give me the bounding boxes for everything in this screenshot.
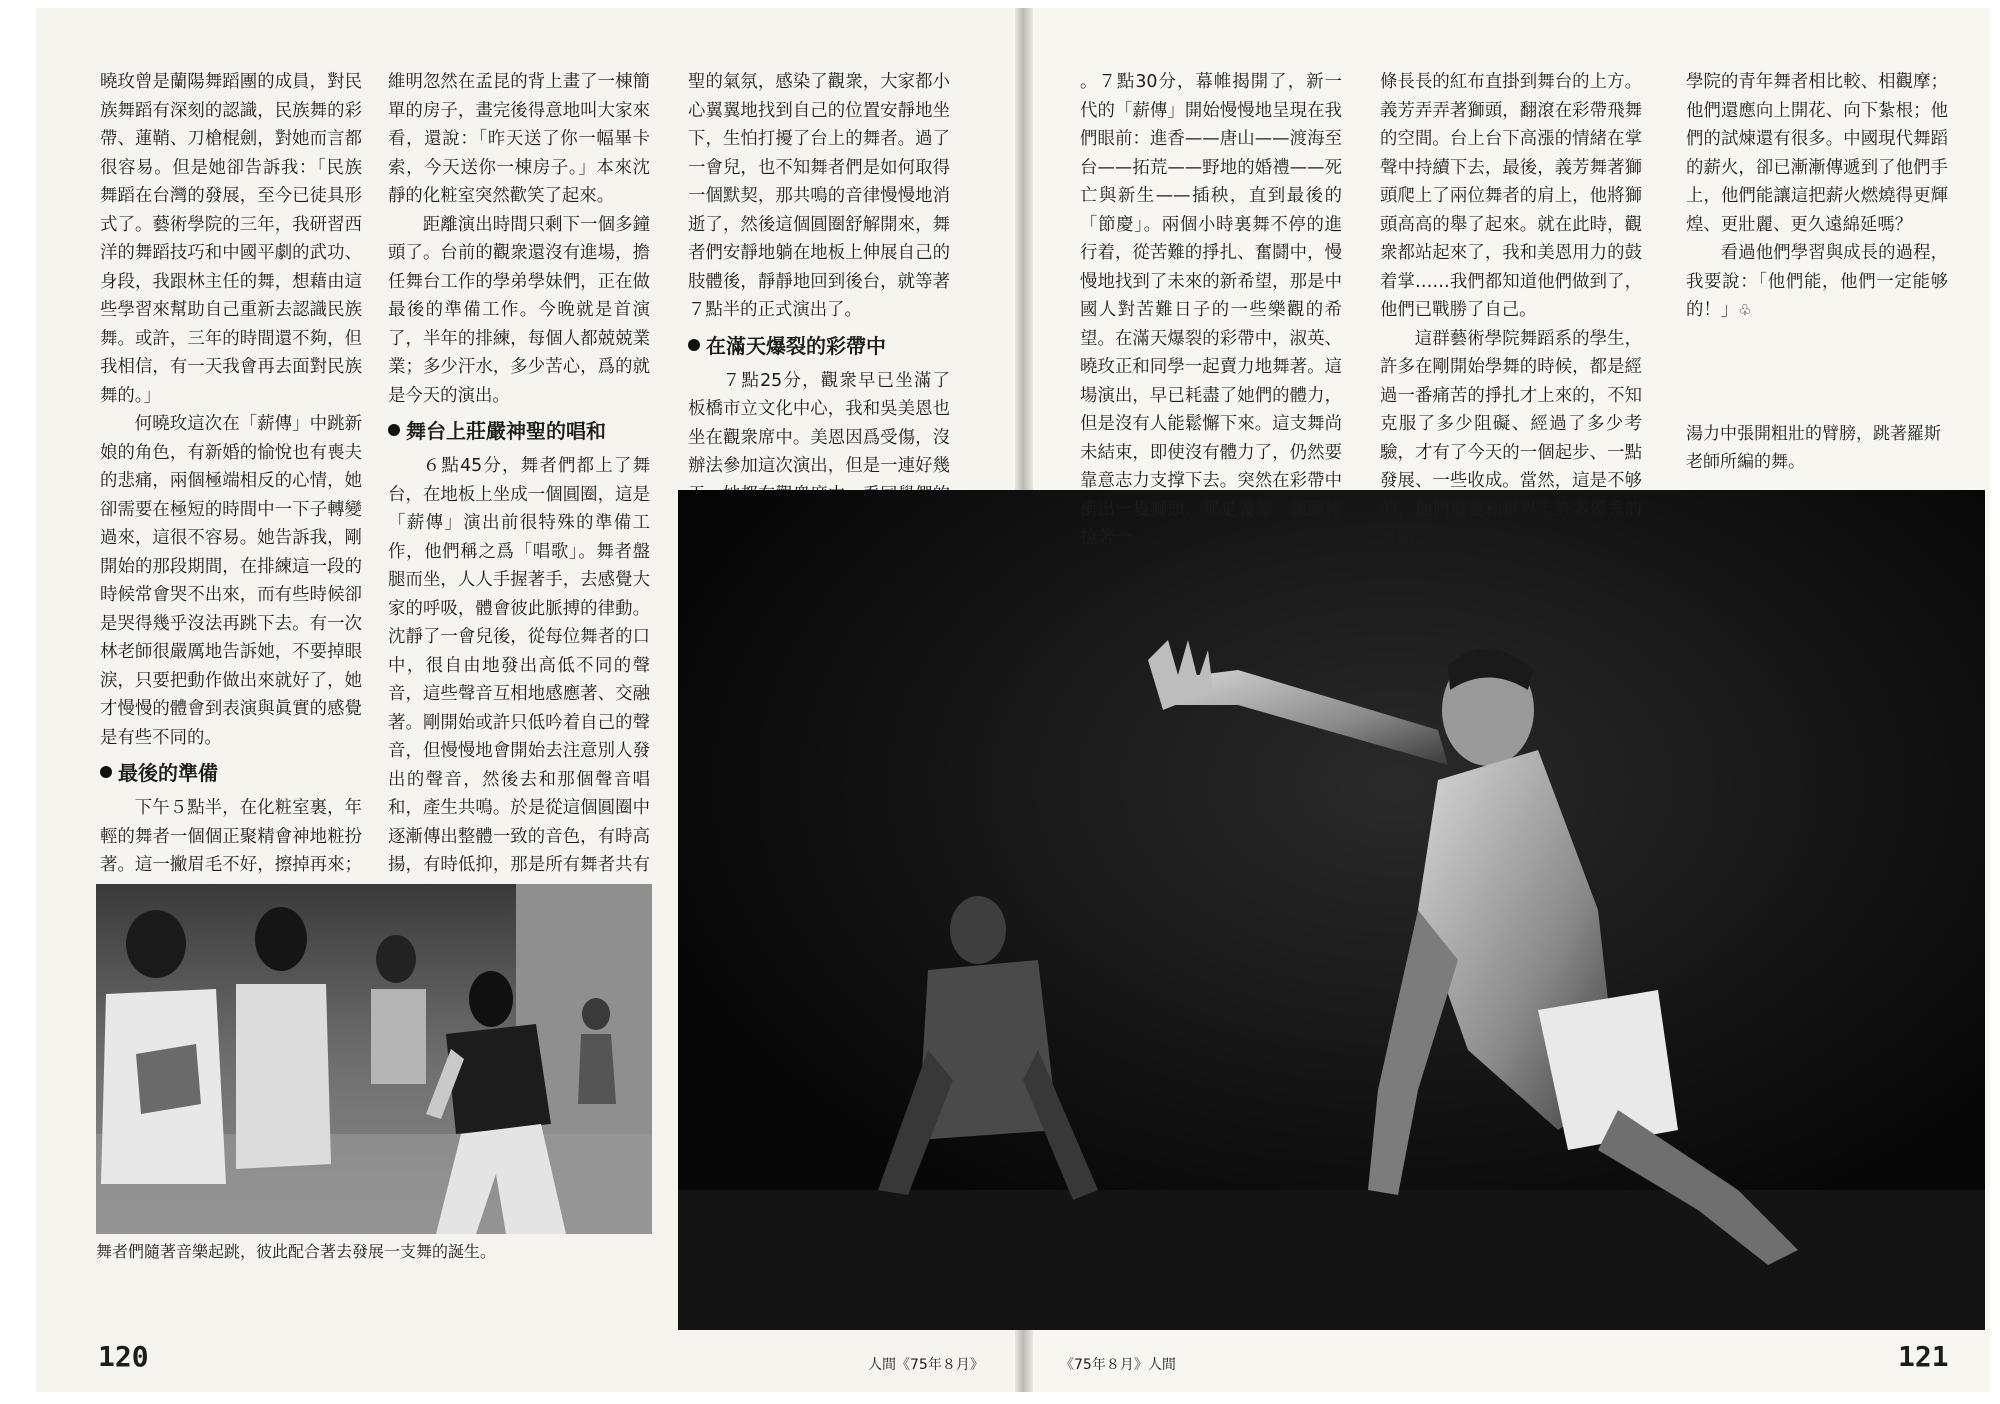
- paragraph: 這群藝術學院舞蹈系的學生，許多在剛開始學舞的時候，都是經過一番痛苦的掙扎才上來的，不知克服了多少阻礙、經過了多少考驗，才有了今天的一個起步、一點發展、一些收成。當然，這是不够的，他們還要和世界上許多優秀的舞蹈: [1380, 328, 1642, 548]
- section-heading: 在滿天爆裂的彩帶中: [688, 329, 950, 363]
- paragraph: ７點25分，觀衆早已坐滿了板橋市立文化中心，我和吳美恩也坐在觀衆席中。美恩因爲受傷，沒辦法參加這次演出，但是一連好幾: [688, 370, 950, 476]
- right-column-1: [1080, 68, 1342, 553]
- left-column-2: [388, 68, 650, 994]
- section-heading: 舞台上莊嚴神聖的唱和: [388, 414, 650, 448]
- bullet-icon: [688, 339, 700, 351]
- page-number-right: 121: [1898, 1340, 1949, 1373]
- dancer-photo: [678, 490, 1985, 1330]
- end-mark-icon: ♧: [1738, 301, 1752, 319]
- paragraph: 距離演出時間只剩下一個多鐘頭了。台前的觀衆還沒有進場，擔任舞台工作的學弟學妹們，正在做最後的準備工作。今晚就是首演了，半年的排練，每個人都兢兢業業；多少汗水，多少苦心，爲的就是今天的演出。: [388, 214, 650, 406]
- paragraph: 條長長的紅布直掛到舞台的上方。義芳弄弄著獅頭，翻滾在彩帶飛舞的空間。台上台下高漲的情緒在掌聲中持續下去，最後，義芳舞著獅頭爬上了兩位舞者的肩上，他將獅頭高高的舉了起來。就在此時，觀衆都站起來了，我和美恩用力的鼓着掌……我們都知道他們做到了，他們已戰勝了自己。: [1380, 72, 1642, 320]
- rehearsal-photo: [96, 884, 652, 1234]
- running-head-right: 《75年８月》人間: [1060, 1357, 1176, 1373]
- paragraph: 維明忽然在孟昆的背上畫了一棟簡單的房子，畫完後得意地叫大家來看，還說：「昨天送了你一幅畢卡索，今天送你一棟房子。」本來沈靜的化粧室突然歡笑了起來。: [388, 72, 650, 206]
- paragraph: ６點45分，舞者們都上了舞台，在地板上坐成一個圓圈，這是「薪傳」演出前很特殊的準備工作，他們稱之爲「唱歌」。舞者盤腿而坐，人人手握著手，去感覺大家的呼吸，體會彼此脈搏的律動。沈靜了一會兒後，從每位舞者的口中，很自由地發出高低不同的聲音，這些聲音互相地感應著、交融著。剛開始或許只低吟着自己的聲音，但慢慢地會開始去注意別人發出的聲音，然後去和那個聲音唱和，產生共鳴。於是從這個圓圈中逐漸傳出整體一致的音色，有時高揚，有時低抑，那是所有舞者共有: [388, 456, 650, 875]
- paragraph: 看過他們學習與成長的過程，我要說：「他們能，他們一定能够的！」♧: [1686, 243, 1948, 320]
- right-column-3: [1686, 68, 1948, 325]
- bullet-icon: [100, 766, 112, 778]
- paragraph: 學院的青年舞者相比較、相觀摩；他們還應向上開花、向下紮根；他們的試煉還有很多。中國現代舞蹈的薪火，卻已漸漸傳遞到了他們手上，他們能讓這把薪火燃燒得更輝煌、更壯麗、更久遠綿延嗎？: [1686, 72, 1948, 235]
- left-column-1: [100, 68, 362, 994]
- paragraph: 聖的氣氛，感染了觀衆，大家都小心翼翼地找到自己的位置安靜地坐下，生怕打擾了台上的舞者。過了一會兒，也不知舞者們是如何取得一個默契，那共鳴的音律慢慢地消逝了，然後這個圓圈舒解開來，舞者們安靜地躺在地板上伸展自己的肢體後，靜靜地回到後台，就等著７點半的正式演出了。: [688, 72, 950, 320]
- paragraph: 曉玫曾是蘭陽舞蹈團的成員，對民族舞蹈有深刻的認識，民族舞的彩帶、蓮鞘、刀槍棍劍，對她而言都很容易。但是她卻告訴我：「民族舞蹈在台灣的發展，至今已徒具形式了。藝術學院的三年，我研習西洋的舞蹈技巧和中國平劇的武功、身段，我跟林主任的舞，想藉由這些學習來幫助自己重新去認識民族舞。或許，三年的時間還不夠，但我相信，有一天我會再去面對民族舞的。」: [100, 72, 362, 406]
- section-heading: 最後的準備: [100, 756, 362, 790]
- paragraph: 下午５點半，在化粧室裏，年輕的舞者一個個正聚精會神地粧扮著。這一撇眉毛不好，擦掉再來；: [100, 798, 362, 875]
- running-head-left: 人間《75年８月》: [868, 1357, 984, 1373]
- paragraph: 何曉玫這次在「薪傳」中跳新娘的角色，有新婚的愉悅也有喪夫的悲痛，兩個極端相反的心情，她卻需要在極短的時間中一下子轉變過來，這很不容易。她告訴我，剛開始的那段期間，在排練這一段的時候常會哭不出來，而有些時候卻是哭得幾乎沒法再跳下去。有一次林老師很嚴厲地告訴她，不要掉眼淚，只要把動作做出來就好了，她才慢慢的體會到表演與眞實的感覺是有些不同的。: [100, 414, 362, 748]
- right-photo-caption: 湯力中張開粗壯的臂膀，跳著羅斯老師所編的舞。: [1686, 424, 1941, 472]
- right-column-2: [1380, 68, 1642, 553]
- page-number-left: 120: [98, 1340, 149, 1373]
- bullet-icon: [388, 424, 400, 436]
- left-photo-caption: 舞者們隨著音樂起跳，彼此配合著去發展一支舞的誕生。: [96, 1242, 497, 1261]
- paragraph: 。７點30分，幕帷揭開了，新一代的「薪傳」開始慢慢地呈現在我們眼前：進香——唐山——渡海至台——拓荒——野地的婚禮——死亡與新生——插秧，直到最後的「節慶」。兩個小時裏舞不停的進行着，從苦難的掙扎、奮鬪中，慢慢地找到了未來的新希望，那是中國人對苦難日子的一些樂觀的希望。在滿天爆裂的彩帶中，淑英、曉玫正和同學一起賣力地舞著。這場演出，早已耗盡了她們的體力，但是沒有人能鬆懈下來。這支舞尚未結束，即使沒有體力了，仍然要靠意志力支撑下去。突然在彩帶中衝出一隻獅頭，那是義芳。獅頭後拉著一: [1080, 72, 1342, 548]
- left-column-3: [688, 68, 950, 538]
